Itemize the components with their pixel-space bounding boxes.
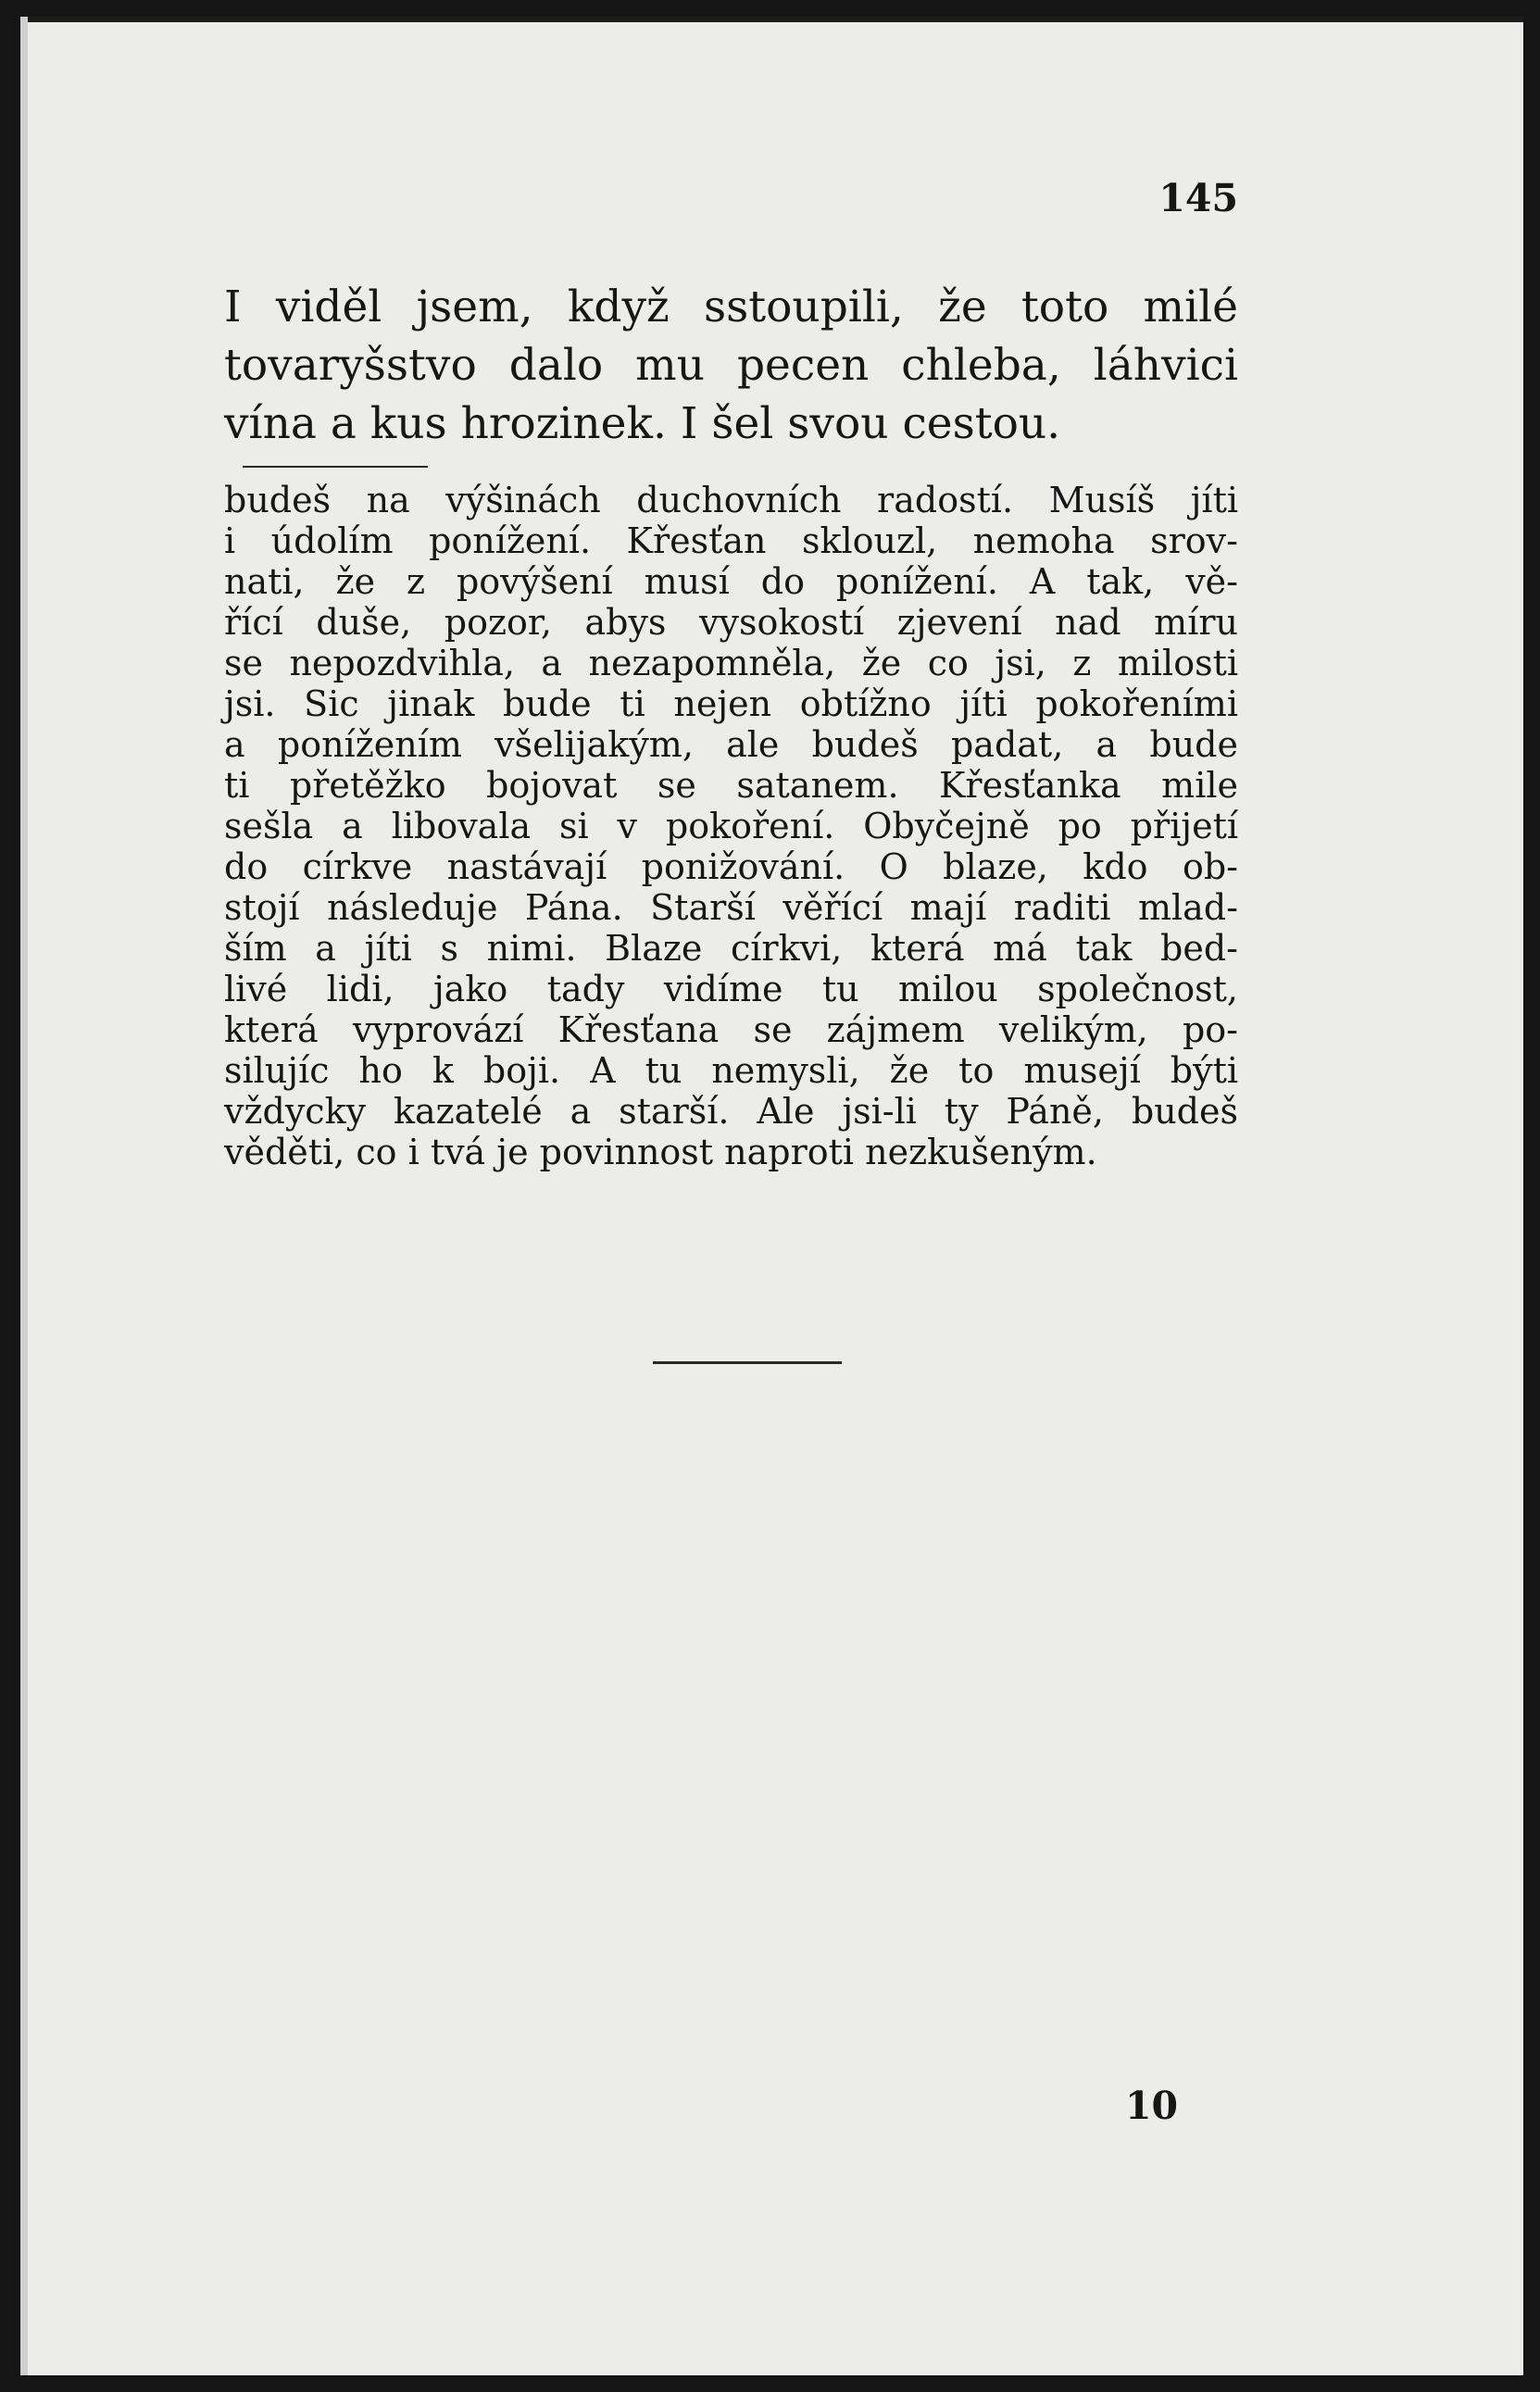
commentary-line: sešla a libovala si v pokoření. Obyčejně po přijetí <box>224 806 1238 846</box>
commentary-line: vždycky kazatelé a starší. Ale jsi-li ty Páně, budeš <box>224 1091 1238 1132</box>
commentary-line: ti přetěžko bojovat se satanem. Křesťanka mile <box>224 765 1238 806</box>
book-page <box>20 17 1523 2375</box>
main-paragraph-line: vína a kus hrozinek. I šel svou cestou. <box>224 398 1061 449</box>
commentary-line: jsi. Sic jinak bude ti nejen obtížno jíti pokořeními <box>224 683 1238 724</box>
commentary-line: která vyprovází Křesťana se zájmem velikým, po- <box>224 1009 1238 1050</box>
commentary-line: stojí následuje Pána. Starší věřící mají raditi mlad- <box>224 887 1238 928</box>
commentary <box>224 480 1238 1172</box>
scan-edge-left <box>20 17 28 2375</box>
main-paragraph <box>224 278 1238 453</box>
commentary-line: a ponížením všelijakým, ale budeš padat, a bude <box>224 724 1238 765</box>
commentary-line: se nepozdvihla, a nezapomněla, že co jsi, z milosti <box>224 643 1238 683</box>
commentary-line: livé lidi, jako tady vidíme tu milou společnost, <box>224 969 1238 1009</box>
commentary-line: do církve nastávají ponižování. O blaze, kdo ob- <box>224 846 1238 887</box>
scan-edge-top <box>20 17 1523 22</box>
commentary-line: budeš na výšinách duchovních radostí. Musíš jíti <box>224 480 1238 520</box>
commentary-line: věděti, co i tvá je povinnost naproti nezkušeným. <box>224 1132 1097 1172</box>
commentary-line: řící duše, pozor, abys vysokostí zjevení nad míru <box>224 602 1238 643</box>
footnote-separator <box>243 466 428 468</box>
main-paragraph-line: tovaryšstvo dalo mu pecen chleba, láhvici <box>224 340 1238 391</box>
end-rule <box>653 1361 842 1364</box>
signature-mark: 10 <box>1124 2084 1178 2128</box>
commentary-line: nati, že z povýšení musí do ponížení. A tak, vě- <box>224 561 1238 602</box>
page-number: 145 <box>1158 176 1238 220</box>
commentary-line: ším a jíti s nimi. Blaze církvi, která má tak bed- <box>224 928 1238 969</box>
main-paragraph-line: I viděl jsem, když sstoupili, že toto milé <box>224 282 1238 332</box>
commentary-line: silujíc ho k boji. A tu nemysli, že to musejí býti <box>224 1050 1238 1091</box>
commentary-line: i údolím ponížení. Křesťan sklouzl, nemoha srov- <box>224 520 1238 561</box>
